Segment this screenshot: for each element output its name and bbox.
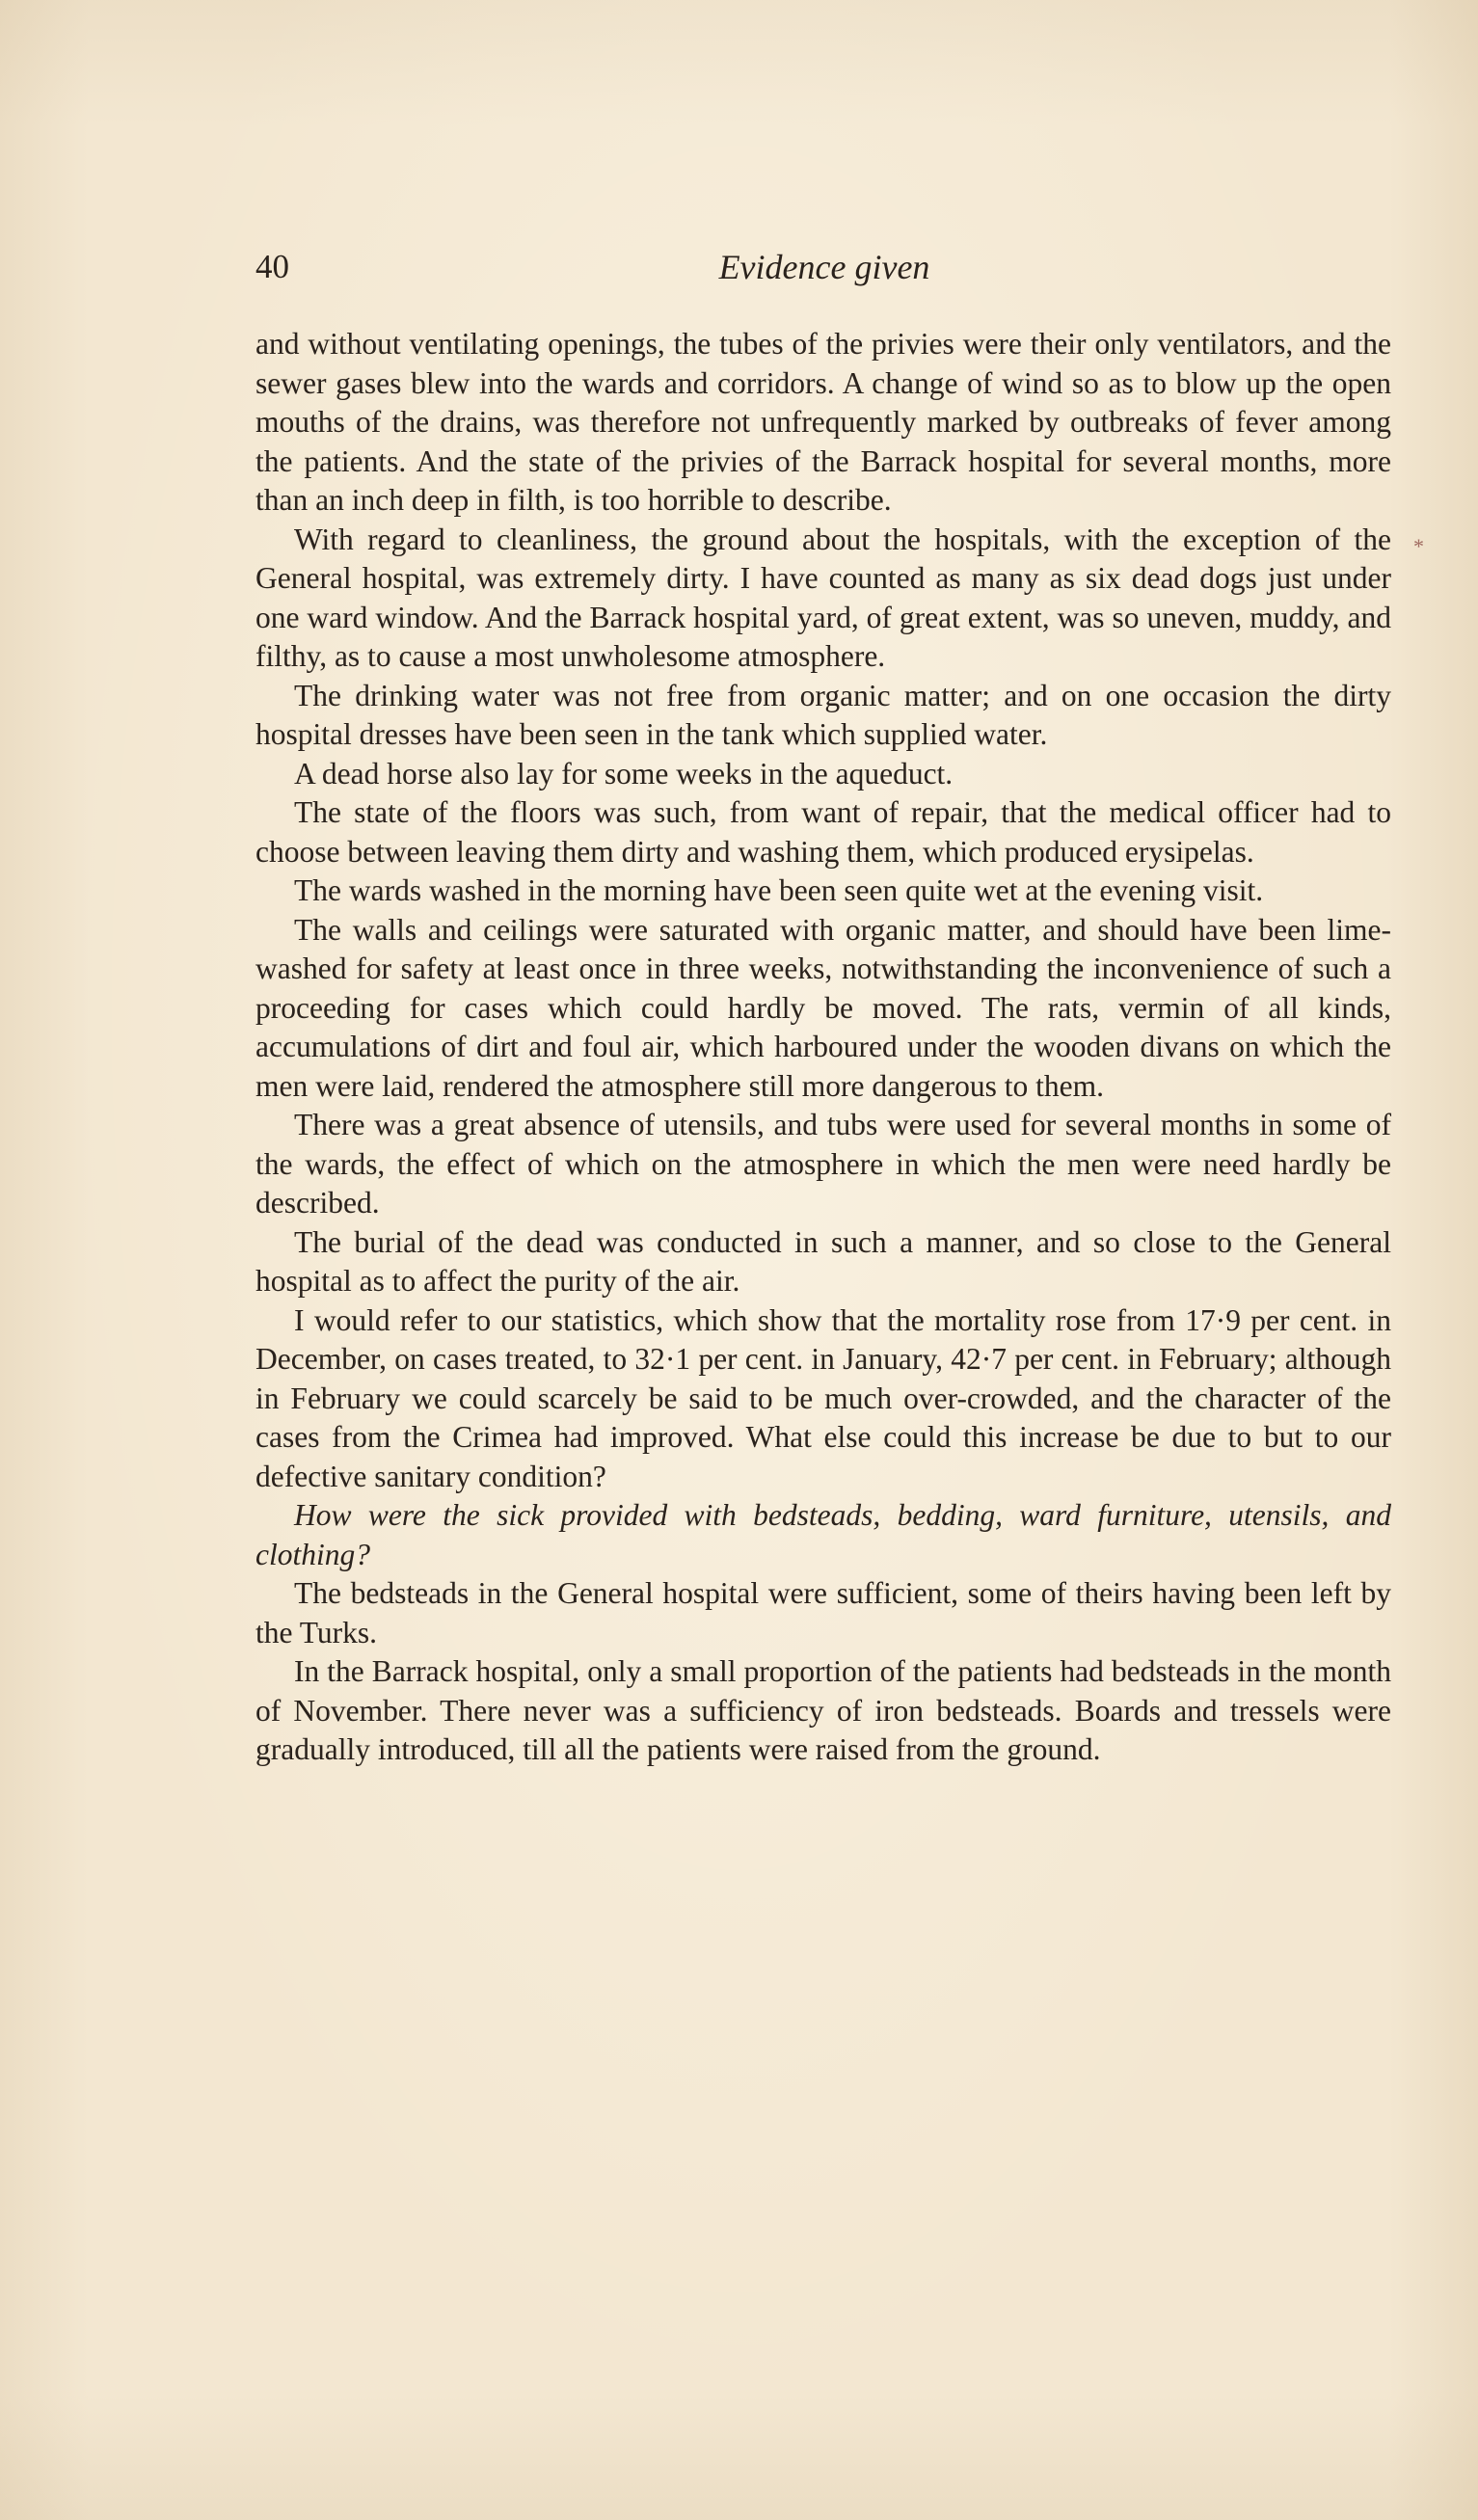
running-head — [255, 243, 1393, 291]
running-title: Evidence given — [718, 248, 930, 286]
margin-mark: * — [1413, 534, 1424, 558]
paragraph-barrack-bedsteads: In the Barrack hospital, only a small proportion of the patients had bedsteads in the month of November. There never was a sufficiency of iron bedsteads. Boards and tressels were gradually introduced, till all the patients were raised from the ground. — [255, 1654, 1391, 1766]
paragraph-floors: The state of the floors was such, from want of repair, that the medical officer had to choose between leaving them dirty and washing them, which produced erysipelas. — [255, 795, 1391, 869]
body-text — [255, 325, 1391, 1770]
paragraph-walls-ceilings: The walls and ceilings were saturated with organic matter, and should have been lime-washed for safety at least once in three weeks, notwithstanding the inconvenience of such a proceeding for cases which could hardly be moved. The rats, vermin of all kinds, accumulations of dirt and foul air, which harboured under the wooden divans on which the men were laid, rendered the atmosphere still more dangerous to them. — [255, 912, 1391, 1103]
paragraph-general-bedsteads: The bedsteads in the General hospital were sufficient, some of theirs having been left by the Turks. — [255, 1576, 1391, 1649]
paragraph-wards-washed: The wards washed in the morning have been seen quite wet at the evening visit. — [294, 873, 1264, 907]
paragraph-continuation: and without ventilating openings, the tubes of the privies were their only ventilators, and the sewer gases blew into the wards and corridors. A change of wind so as to blow up the open mouths of the drains, was therefore not unfrequently marked by outbreaks of fever among the patients. And the state of the privies of the Barrack hospital for several months, more than an inch deep in filth, is too horrible to describe. — [255, 327, 1391, 517]
paragraph-utensils: There was a great absence of utensils, and tubs were used for several months in some of the wards, the effect of which on the atmosphere in which the men were need hardly be described. — [255, 1108, 1391, 1220]
paragraph-burial: The burial of the dead was conducted in such a manner, and so close to the General hospital as to affect the purity of the air. — [255, 1224, 1391, 1298]
paragraph-question: How were the sick provided with bedsteads, bedding, ward furniture, utensils, and clothing? — [255, 1498, 1391, 1571]
paragraph-cleanliness: With regard to cleanliness, the ground about the hospitals, with the exception of the General hospital, was extremely dirty. I have counted as many as six dead dogs just under one ward window. And the Barrack hospital yard, of great extent, was so uneven, muddy, and filthy, as to cause a most unwholesome atmosphere. — [255, 522, 1391, 673]
paragraph-statistics: I would refer to our statistics, which show that the mortality rose from 17·9 per cent. in December, on cases treated, to 32·1 per cent. in January, 42·7 per cent. in February; although in February we could scarcely be said to be much over-crowded, and the character of the cases from the Crimea had improved. What else could this increase be due to but to our defective sanitary condition? — [255, 1302, 1391, 1493]
page-number: 40 — [255, 248, 289, 285]
paragraph-dead-horse: A dead horse also lay for some weeks in the aqueduct. — [294, 756, 954, 791]
paragraph-drinking-water: The drinking water was not free from organic matter; and on one occasion the dirty hospital dresses have been seen in the tank which supplied water. — [255, 678, 1391, 751]
